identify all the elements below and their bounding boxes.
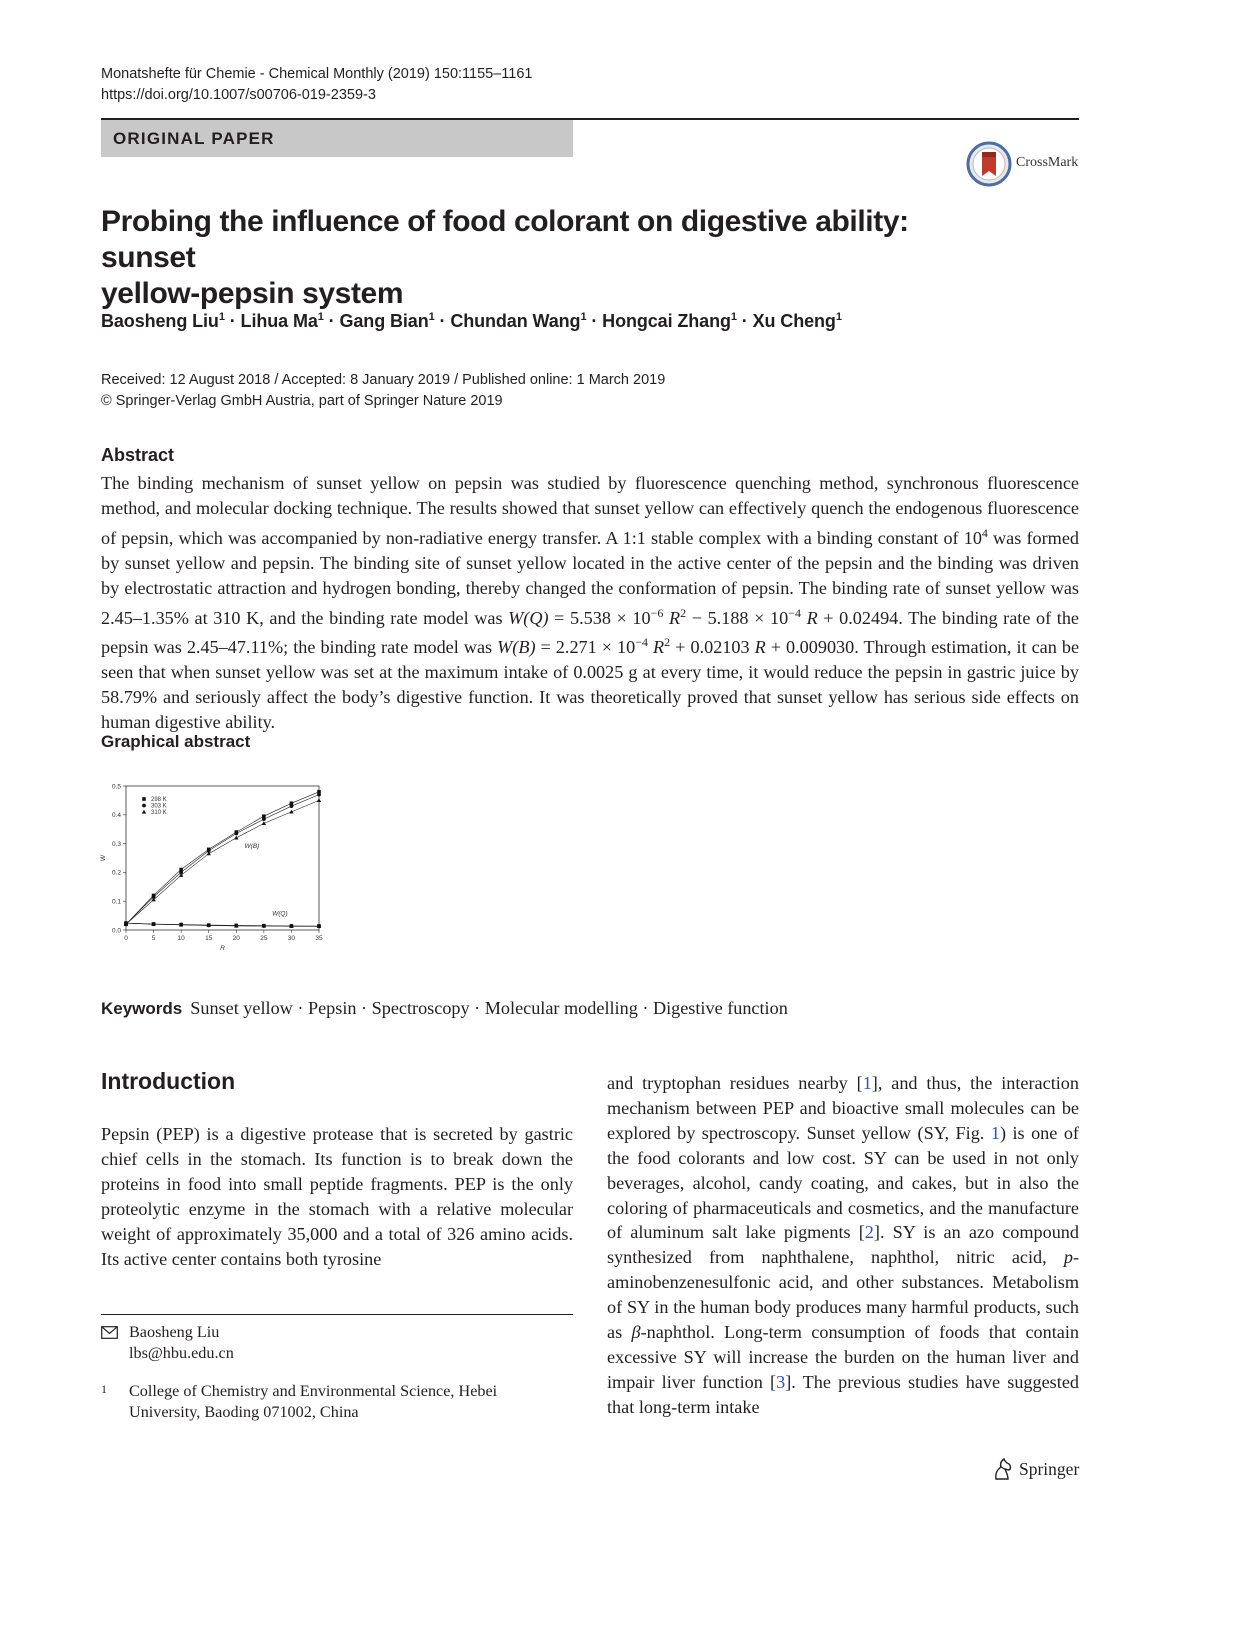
x-tick-label: 0 xyxy=(124,935,128,942)
x-tick-label: 15 xyxy=(205,935,213,942)
affiliation-number: 1 xyxy=(101,1382,107,1396)
copyright-line: © Springer-Verlag GmbH Austria, part of Springer Nature 2019 xyxy=(101,393,503,409)
footnote-rule xyxy=(101,1314,573,1315)
publication-dates xyxy=(101,370,665,412)
data-point xyxy=(142,797,146,801)
abstract-variable: R xyxy=(806,607,818,628)
graphical-abstract-heading: Graphical abstract xyxy=(101,732,251,751)
keywords-list: Sunset yellow · Pepsin · Spectroscopy · Molecular modelling · Digestive function xyxy=(190,998,788,1018)
intro-span: ) is one of the food colorants and low cost. SY can be used in not only beverages, alcohol, candy coating, and cakes, but in also the coloring of pharmaceuticals and cosmetics, and the manufacture of aluminum salt lake pigments [ xyxy=(607,1122,1079,1243)
y-axis-label: W xyxy=(100,854,107,862)
abstract-span: + 0.02494. The binding rate of the pepsin was 2.45–47.11%; the binding rate model was xyxy=(101,607,1080,658)
abstract-heading: Abstract xyxy=(101,445,175,465)
intro-span: ]. The previous studies have suggested that long-term intake xyxy=(607,1371,1079,1417)
intro-span: ], and thus, the interaction mechanism between PEP and bioactive small molecules can be explored by spectroscopy. Sunset yellow (SY, Fig. xyxy=(607,1073,1079,1143)
author-separator: · xyxy=(736,311,753,331)
envelope-icon xyxy=(101,1326,118,1339)
abstract-span: + 0.02103 xyxy=(670,637,755,658)
intro-span: ]. SY is an azo compound synthesized from naphthalene, naphthol, nitric acid, xyxy=(607,1222,1079,1268)
abstract-superscript: −4 xyxy=(788,605,801,620)
affiliation-footnote xyxy=(101,1381,573,1422)
crossmark-badge[interactable] xyxy=(966,140,1081,188)
data-point xyxy=(290,804,294,808)
abstract-span: = 5.538 × 10 xyxy=(548,607,651,628)
y-tick-label: 0.0 xyxy=(111,927,121,935)
journal-header xyxy=(101,64,532,106)
author-name[interactable]: Baosheng Liu xyxy=(101,311,219,331)
x-tick-label: 20 xyxy=(232,935,240,942)
data-point xyxy=(142,810,146,814)
crossmark-label: CrossMark xyxy=(1016,155,1079,170)
corresponding-author xyxy=(101,1322,573,1363)
data-point xyxy=(317,793,321,797)
author-list xyxy=(101,311,842,332)
article-title xyxy=(101,204,1001,312)
title-line-1: Probing the influence of food colorant on digestive ability: sunset xyxy=(101,205,909,274)
data-point xyxy=(262,821,266,825)
abstract-variable: R xyxy=(754,637,766,658)
abstract-superscript: 4 xyxy=(981,525,988,540)
reference-link[interactable]: 2 xyxy=(864,1222,874,1243)
received-accepted-dates: Received: 12 August 2018 / Accepted: 8 January 2019 / Published online: 1 March 2019 xyxy=(101,372,666,388)
keywords-line xyxy=(101,998,788,1019)
intro-right-column xyxy=(607,1071,1079,1420)
author-separator: · xyxy=(323,311,340,331)
data-point xyxy=(289,810,293,814)
intro-span: -naphthol. Long-term consumption of foods that contain excessive SY will increase the burden on the human liver and impair liver function [ xyxy=(607,1322,1079,1392)
title-line-2: yellow-pepsin system xyxy=(101,277,404,310)
y-tick-label: 0.2 xyxy=(111,869,121,877)
crossmark-icon xyxy=(966,141,1012,187)
author-separator: · xyxy=(434,311,451,331)
legend-label: 310 K xyxy=(151,810,167,817)
y-tick-label: 0.1 xyxy=(111,898,121,906)
data-point xyxy=(142,804,146,808)
intro-italic: β xyxy=(631,1322,641,1343)
intro-italic: p xyxy=(1063,1247,1073,1268)
author-name[interactable]: Xu Cheng xyxy=(752,311,836,331)
data-point xyxy=(234,836,238,840)
data-point xyxy=(317,798,321,802)
author-name[interactable]: Hongcai Zhang xyxy=(602,311,731,331)
author-name[interactable]: Lihua Ma xyxy=(240,311,318,331)
corresponding-author-email[interactable]: lbs@hbu.edu.cn xyxy=(129,1343,234,1362)
y-tick-label: 0.5 xyxy=(111,783,121,791)
abstract-text xyxy=(101,471,1079,735)
reference-link[interactable]: 1 xyxy=(862,1073,872,1093)
graphical-abstract-chart xyxy=(101,776,326,956)
author-affiliation-mark: 1 xyxy=(835,311,842,323)
author-affiliation-mark: 1 xyxy=(730,311,737,323)
intro-left-column: Pepsin (PEP) is a digestive protease that is secreted by gastric chief cells in the stomach. Its function is to break down the proteins in food into small peptide fragments. PEP is the only proteolytic enzyme in the stomach with a relative molecular weight of approximately 35,000 and a total of 326 amino acids. Its active center contains both tyrosine xyxy=(101,1124,573,1269)
abstract-variable: W(Q) xyxy=(508,607,549,628)
abstract-span: − 5.188 × 10 xyxy=(686,607,789,628)
legend-label: 298 K xyxy=(151,797,167,804)
abstract-variable: R xyxy=(668,607,681,628)
author-name[interactable]: Gang Bian xyxy=(339,311,429,331)
author-affiliation-mark: 1 xyxy=(317,311,324,323)
intro-span: -aminobenzenesulfonic acid, and other substances. Metabolism of SY in the human body produces many harmful products, such as xyxy=(607,1247,1079,1343)
y-tick-label: 0.3 xyxy=(111,840,121,848)
abstract-superscript: 2 xyxy=(680,605,687,620)
abstract-variable: W(B) xyxy=(497,637,536,658)
x-tick-label: 5 xyxy=(151,935,156,942)
paper-type-banner xyxy=(101,120,573,157)
abstract-superscript: −6 xyxy=(650,605,664,620)
author-affiliation-mark: 1 xyxy=(218,311,225,323)
x-tick-label: 25 xyxy=(260,935,268,942)
figure-link[interactable]: 1 xyxy=(990,1122,1000,1143)
data-point xyxy=(262,817,266,821)
author-name[interactable]: Chundan Wang xyxy=(450,311,581,331)
springer-horse-icon xyxy=(992,1457,1014,1481)
paper-type-label: ORIGINAL PAPER xyxy=(113,129,275,148)
author-affiliation-mark: 1 xyxy=(580,311,587,323)
springer-wordmark: Springer xyxy=(1019,1459,1080,1479)
introduction-heading: Introduction xyxy=(101,1068,236,1094)
abstract-superscript: 2 xyxy=(664,635,671,650)
abstract-superscript: −4 xyxy=(635,635,648,650)
legend-label: 303 K xyxy=(151,803,167,810)
data-point xyxy=(234,832,238,836)
journal-citation: Monatshefte für Chemie - Chemical Monthly (2019) 150:1155–1161 xyxy=(101,66,533,82)
series-line xyxy=(126,800,319,924)
author-affiliation-mark: 1 xyxy=(428,311,435,323)
abstract-span: = 2.271 × 10 xyxy=(535,637,636,658)
keywords-label: Keywords xyxy=(101,999,183,1018)
abstract-variable: R xyxy=(653,637,665,658)
affiliation-line-1: College of Chemistry and Environmental Science, Hebei xyxy=(129,1382,498,1400)
abstract-span: The binding mechanism of sunset yellow on pepsin was studied by fluorescence quenching method, synchronous fluorescence method, and molecular docking technique. The results showed that sunset yellow can effectively quench the endogenous fluorescence of pepsin, which was accompanied by non-radiative energy transfer. A 1:1 stable complex with a binding constant of 10 xyxy=(101,473,1079,548)
author-separator: · xyxy=(224,311,241,331)
reference-link[interactable]: 3 xyxy=(776,1371,786,1392)
author-separator: · xyxy=(586,311,603,331)
doi-link[interactable]: https://doi.org/10.1007/s00706-019-2359-3 xyxy=(101,87,376,103)
annotation-wq: W(Q) xyxy=(272,910,288,918)
abstract-span: + 0.009030. Through estimation, it can be seen that when sunset yellow was set at the maximum intake of 0.0025 g at every time, it would reduce the pepsin in gastric juice by 58.79% and seriously affect the body’s digestive function. It was theoretically proved that sunset yellow has serious side effects on human digestive ability. xyxy=(101,637,1080,733)
x-axis-label: R xyxy=(220,945,225,952)
affiliation-line-2: University, Baoding 071002, China xyxy=(129,1402,359,1421)
annotation-wb: W(B) xyxy=(244,842,260,850)
x-tick-label: 10 xyxy=(177,935,185,942)
abstract-span: was formed by sunset yellow and pepsin. The binding site of sunset yellow located in the active center of the pepsin and the binding was driven by electrostatic attraction and hydrogen bonding, thereby changed the conformation of pepsin. The binding rate of sunset yellow was 2.45–1.35% at 310 K, and the binding rate model was xyxy=(101,527,1079,628)
x-tick-label: 35 xyxy=(315,935,323,942)
x-tick-label: 30 xyxy=(287,935,296,942)
intro-span: and tryptophan residues nearby [ xyxy=(607,1073,863,1093)
y-tick-label: 0.4 xyxy=(111,812,121,820)
corresponding-author-name: Baosheng Liu xyxy=(129,1323,220,1341)
